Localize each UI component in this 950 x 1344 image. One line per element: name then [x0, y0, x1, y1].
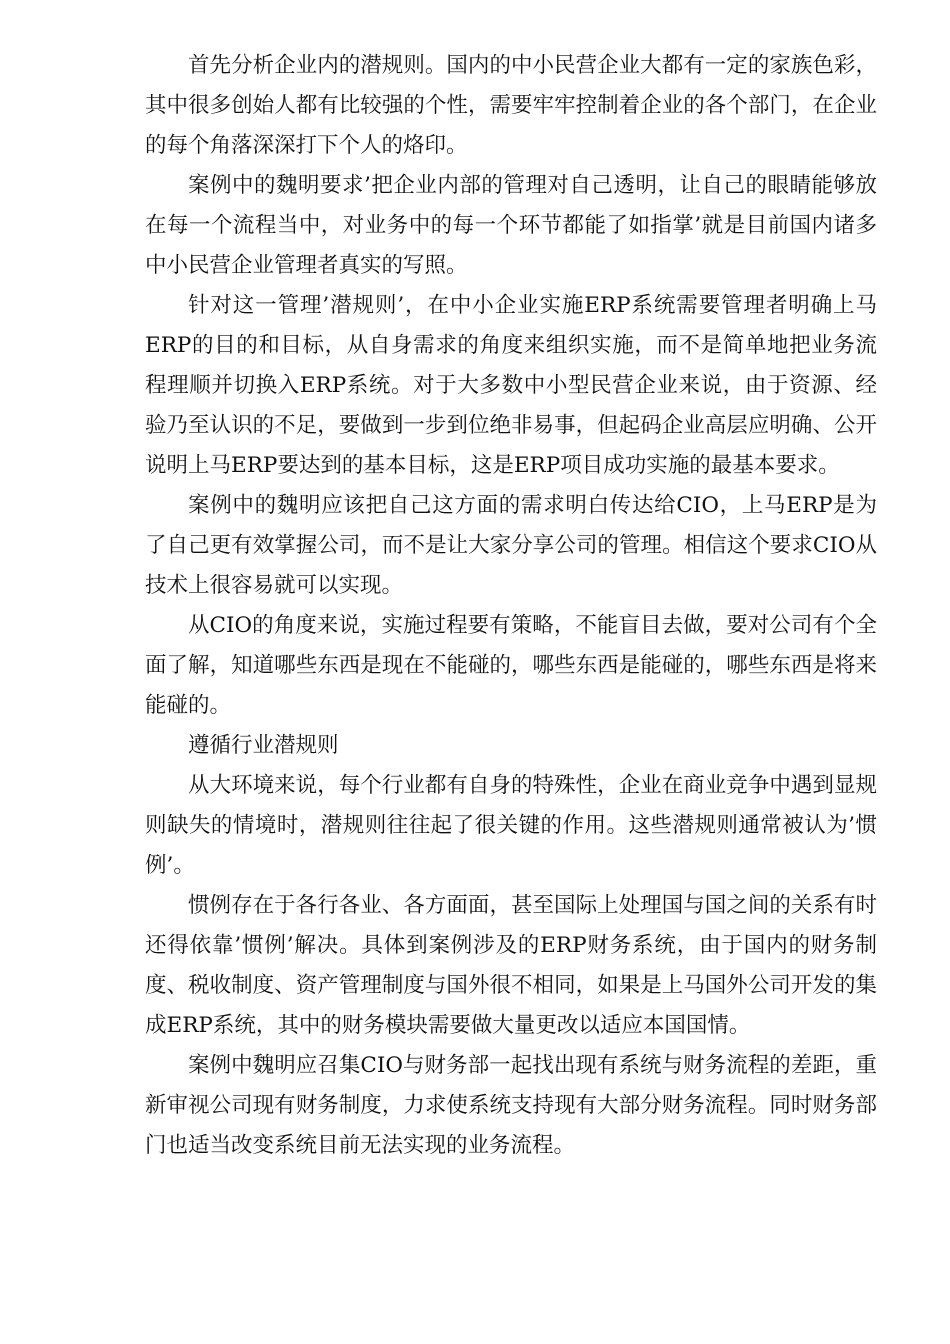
paragraph-6: 从大环境来说，每个行业都有自身的特殊性，企业在商业竞争中遇到显规则缺失的情境时，潜规则往往起了很关键的作用。这些潜规则通常被认为’惯例’。: [145, 773, 877, 878]
paragraph-4: 案例中的魏明应该把自己这方面的需求明白传达给CIO，上马ERP是为了自己更有效掌握公司，而不是让大家分享公司的管理。相信这个要求CIO从技术上很容易就可以实现。: [145, 493, 877, 598]
paragraph-5: 从CIO的角度来说，实施过程要有策略，不能盲目去做，要对公司有个全面了解，知道哪些东西是现在不能碰的，哪些东西是能碰的，哪些东西是将来能碰的。: [145, 613, 877, 718]
paragraph-8: 案例中魏明应召集CIO与财务部一起找出现有系统与财务流程的差距，重新审视公司现有财务制度，力求使系统支持现有大部分财务流程。同时财务部门也适当改变系统目前无法实现的业务流程。: [145, 1053, 877, 1158]
paragraph-1: 首先分析企业内的潜规则。国内的中小民营企业大都有一定的家族色彩，其中很多创始人都有比较强的个性，需要牢牢控制着企业的各个部门，在企业的每个角落深深打下个人的烙印。: [145, 53, 877, 158]
document-page: [145, 46, 877, 1166]
paragraph-7: 惯例存在于各行各业、各方面面，甚至国际上处理国与国之间的关系有时还得依靠’惯例’解决。具体到案例涉及的ERP财务系统，由于国内的财务制度、税收制度、资产管理制度与国外很不相同，如果是上马国外公司开发的集成ERP系统，其中的财务模块需要做大量更改以适应本国国情。: [145, 893, 877, 1038]
paragraph-3: 针对这一管理’潜规则’，在中小企业实施ERP系统需要管理者明确上马ERP的目的和目标，从自身需求的角度来组织实施，而不是简单地把业务流程理顺并切换入ERP系统。对于大多数中小型民营企业来说，由于资源、经验乃至认识的不足，要做到一步到位绝非易事，但起码企业高层应明确、公开说明上马ERP要达到的基本目标，这是ERP项目成功实施的最基本要求。: [145, 293, 877, 478]
paragraph-2: 案例中的魏明要求’把企业内部的管理对自己透明，让自己的眼睛能够放在每一个流程当中，对业务中的每一个环节都能了如指掌’就是目前国内诸多中小民营企业管理者真实的写照。: [145, 173, 877, 278]
section-heading: 遵循行业潜规则: [188, 733, 339, 758]
